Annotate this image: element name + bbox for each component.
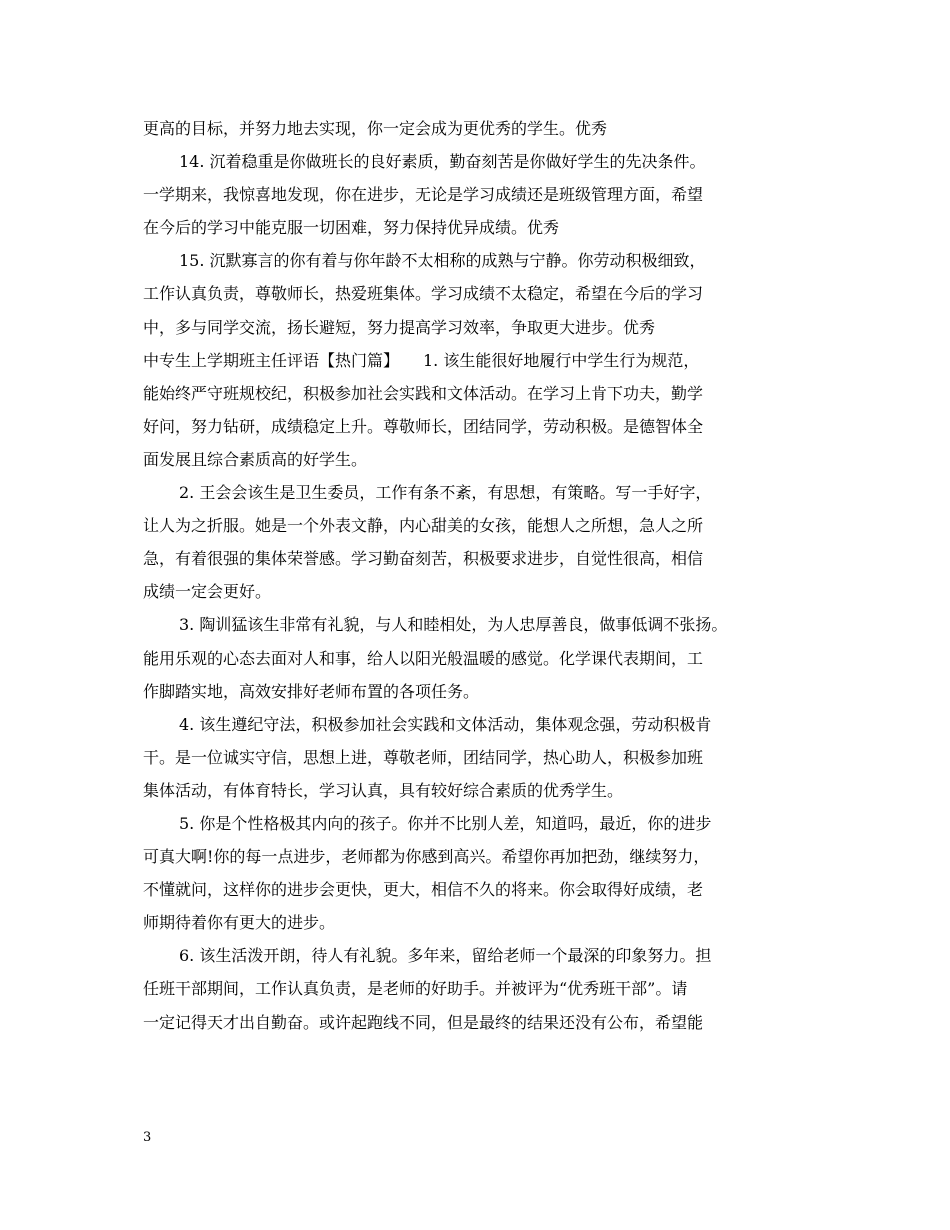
text-line: 急，有着很强的集体荣誉感。学习勤奋刻苦，积极要求进步，自觉性很高，相信 xyxy=(143,549,704,569)
page-number: 3 xyxy=(143,1130,152,1145)
text-line: 更高的目标，并努力地去实现，你一定会成为更优秀的学生。优秀 xyxy=(143,119,608,138)
text-line: 15. 沉默寡言的你有着与你年龄不太相称的成熟与宁静。你劳动积极细致， xyxy=(179,251,706,271)
text-line: 6. 该生活泼开朗，待人有礼貌。多年来，留给老师一个最深的印象努力。担 xyxy=(179,946,712,966)
text-line: 成绩一定会更好。 xyxy=(143,582,272,602)
text-line: 干。是一位诚实守信，思想上进，尊敬老师，团结同学，热心助人，积极参加班 xyxy=(143,747,704,767)
text-line: 一学期来，我惊喜地发现，你在进步，无论是学习成绩还是班级管理方面，希望 xyxy=(143,185,704,205)
text-line: 任班干部期间，工作认真负责，是老师的好助手。并被评为“优秀班干部”。请 xyxy=(143,979,688,999)
text-line: 4. 该生遵纪守法，积极参加社会实践和文体活动，集体观念强，劳动积极肯 xyxy=(179,714,712,734)
text-line: 不懂就问，这样你的进步会更快，更大，相信不久的将来。你会取得好成绩，老 xyxy=(143,880,704,900)
text-line: 3. 陶训猛该生非常有礼貌，与人和睦相处，为人忠厚善良，做事低调不张扬。 xyxy=(179,615,728,635)
text-line: 可真大啊!你的每一点进步，老师都为你感到高兴。希望你再加把劲，继续努力， xyxy=(143,847,710,867)
text-line: 5. 你是个性格极其内向的孩子。你并不比别人差，知道吗，最近，你的进步 xyxy=(179,813,712,833)
text-line: 作脚踏实地，高效安排好老师布置的各项任务。 xyxy=(143,681,480,701)
text-line: 中，多与同学交流，扬长避短，努力提高学习效率，争取更大进步。优秀 xyxy=(143,317,656,337)
text-line: 中专生上学期班主任评语【热门篇】 1. 该生能很好地履行中学生行为规范， xyxy=(143,350,700,370)
text-line: 能用乐观的心态去面对人和事，给人以阳光般温暖的感觉。化学课代表期间，工 xyxy=(143,648,704,668)
document-body xyxy=(143,112,843,1039)
text-line: 能始终严守班规校纪，积极参加社会实践和文体活动。在学习上肯下功夫，勤学 xyxy=(143,383,704,403)
text-line: 集体活动，有体育特长，学习认真，具有较好综合素质的优秀学生。 xyxy=(143,780,624,800)
text-line: 好问，努力钻研，成绩稳定上升。尊敬师长，团结同学，劳动积极。是德智体全 xyxy=(143,416,704,436)
text-line: 让人为之折服。她是一个外表文静，内心甜美的女孩，能想人之所想，急人之所 xyxy=(143,516,704,536)
text-line: 2. 王会会该生是卫生委员，工作有条不紊，有思想，有策略。写一手好字， xyxy=(179,483,712,503)
text-line: 师期待着你有更大的进步。 xyxy=(143,913,336,933)
text-line: 工作认真负责，尊敬师长，热爱班集体。学习成绩不太稳定，希望在今后的学习 xyxy=(143,284,704,304)
text-line: 一定记得天才出自勤奋。或许起跑线不同，但是最终的结果还没有公布，希望能 xyxy=(143,1012,704,1032)
text-line: 在今后的学习中能克服一切困难，努力保持优异成绩。优秀 xyxy=(143,218,560,238)
text-line: 14. 沉着稳重是你做班长的良好素质，勤奋刻苦是你做好学生的先决条件。 xyxy=(179,152,706,172)
text-line: 面发展且综合素质高的好学生。 xyxy=(143,449,368,469)
